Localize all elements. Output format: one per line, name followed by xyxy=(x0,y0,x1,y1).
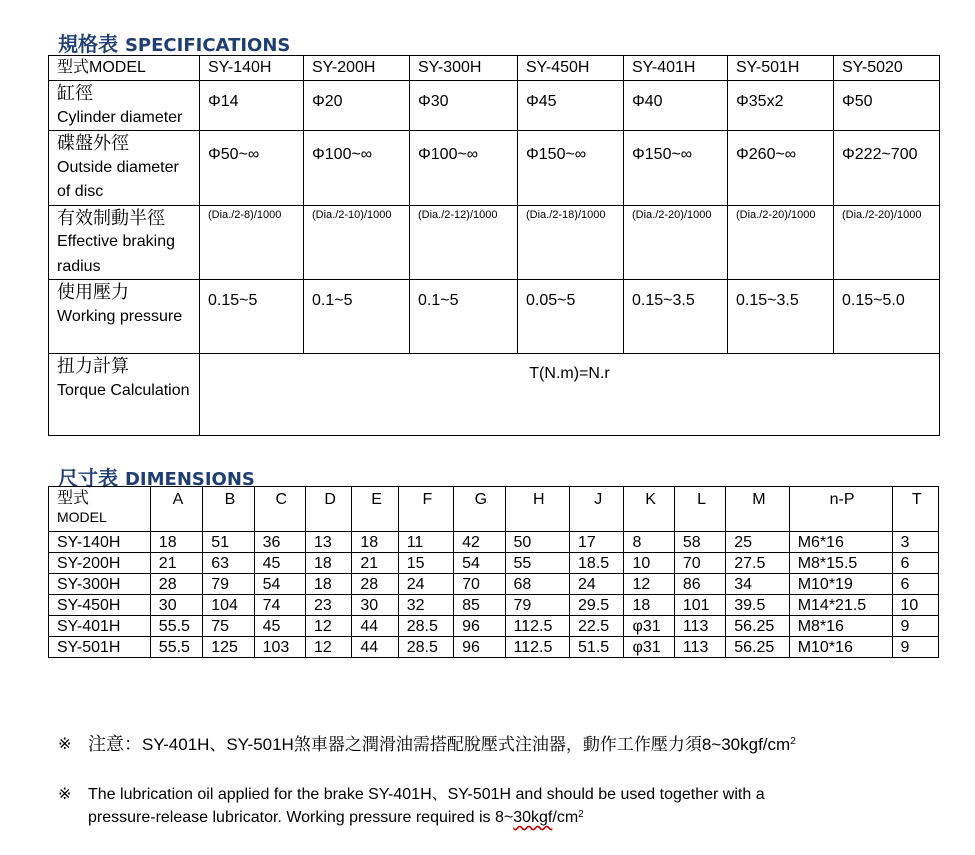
table-cell: 11 xyxy=(398,532,453,553)
spec-value-cell: (Dia./2-10)/1000 xyxy=(304,205,410,280)
spec-model-cell: SY-140H xyxy=(200,56,304,81)
spec-value-cell: Φ100~∞ xyxy=(410,131,518,206)
spec-pressure-label xyxy=(49,280,200,354)
spec-model-label-en: MODEL xyxy=(89,59,146,76)
dimensions-table xyxy=(48,486,939,658)
spec-value-cell: (Dia./2-20)/1000 xyxy=(834,205,940,280)
table-cell: φ31 xyxy=(624,637,674,658)
spec-value-cell: Φ150~∞ xyxy=(624,131,728,206)
table-cell: 9 xyxy=(892,616,939,637)
table-cell: 74 xyxy=(254,595,305,616)
table-cell: 9 xyxy=(892,637,939,658)
note-chinese-text: SY-401H、SY-501H煞車器之潤滑油需搭配脫壓式注油器，動作工作壓力須8~30kgf/cm xyxy=(142,735,791,754)
spec-value-cell: Φ50 xyxy=(834,81,940,131)
spec-value-cell: Φ100~∞ xyxy=(304,131,410,206)
spec-value-cell: 0.05~5 xyxy=(518,280,624,354)
spec-value-cell: Φ222~700 xyxy=(834,131,940,206)
spec-row-cylinder xyxy=(49,81,940,131)
table-cell: 112.5 xyxy=(505,637,570,658)
dimensions-model-header-zh: 型式 xyxy=(57,490,90,507)
note-mark: ※ xyxy=(58,736,72,753)
spec-value-cell: Φ260~∞ xyxy=(728,131,834,206)
spec-model-label xyxy=(49,56,200,81)
column-header: D xyxy=(305,487,351,532)
column-header: M xyxy=(726,487,789,532)
spec-value-cell: 0.15~5 xyxy=(200,280,304,354)
table-cell: 18 xyxy=(150,532,202,553)
specifications-table xyxy=(48,55,940,436)
table-cell: 50 xyxy=(505,532,570,553)
table-cell: 15 xyxy=(398,553,453,574)
dimensions-header-row xyxy=(49,487,939,532)
table-cell: 51 xyxy=(203,532,254,553)
table-cell: 75 xyxy=(203,616,254,637)
table-cell: 68 xyxy=(505,574,570,595)
spec-value-cell: 0.1~5 xyxy=(304,280,410,354)
note-mark: ※ xyxy=(58,786,72,803)
table-cell: 25 xyxy=(726,532,789,553)
table-cell: 44 xyxy=(352,637,398,658)
note-english-line2 xyxy=(88,809,584,826)
spec-row-braking-radius xyxy=(49,205,940,280)
spec-value-cell: Φ30 xyxy=(410,81,518,131)
spec-model-cell: SY-300H xyxy=(410,56,518,81)
table-cell: 17 xyxy=(570,532,624,553)
spec-value-cell: (Dia./2-20)/1000 xyxy=(624,205,728,280)
table-cell: 8 xyxy=(624,532,674,553)
specifications-heading-en: SPECIFICATIONS xyxy=(124,35,291,56)
table-cell: 44 xyxy=(352,616,398,637)
dimensions-heading-zh: 尺寸表 xyxy=(58,466,118,490)
spec-disc-label-en: Outside diameter of disc xyxy=(57,158,179,200)
spec-row-disc xyxy=(49,131,940,206)
spec-cylinder-label-en: Cylinder diameter xyxy=(57,108,183,126)
table-cell: 28.5 xyxy=(398,637,453,658)
table-cell: 6 xyxy=(892,574,939,595)
spec-disc-label-zh: 碟盤外徑 xyxy=(57,133,129,153)
spec-braking-radius-label-en: Effective braking radius xyxy=(57,233,175,275)
table-cell: 21 xyxy=(150,553,202,574)
table-cell: 10 xyxy=(624,553,674,574)
table-cell: 22.5 xyxy=(570,616,624,637)
column-header: L xyxy=(674,487,725,532)
torque-formula: T(N.m)=N.r xyxy=(200,354,940,436)
table-cell: 58 xyxy=(674,532,725,553)
row-model: SY-200H xyxy=(49,553,151,574)
note-english-line2-tail: /cm xyxy=(552,809,579,826)
table-cell: 29.5 xyxy=(570,595,624,616)
dimensions-model-header xyxy=(49,487,151,532)
column-header: K xyxy=(624,487,674,532)
spec-braking-radius-label-zh: 有效制動半徑 xyxy=(57,207,165,228)
table-cell: 79 xyxy=(505,595,570,616)
column-header: H xyxy=(505,487,570,532)
spec-value-cell: Φ14 xyxy=(200,81,304,131)
table-cell: M14*21.5 xyxy=(789,595,892,616)
table-cell: 23 xyxy=(305,595,351,616)
table-cell: 18 xyxy=(305,553,351,574)
spec-model-cell: SY-450H xyxy=(518,56,624,81)
table-cell: 103 xyxy=(254,637,305,658)
spec-value-cell: 0.15~3.5 xyxy=(728,280,834,354)
spec-braking-radius-label xyxy=(49,205,200,280)
table-cell: 104 xyxy=(203,595,254,616)
table-cell: 30 xyxy=(352,595,398,616)
spec-torque-label-en: Torque Calculation xyxy=(57,381,190,399)
table-cell: 10 xyxy=(892,595,939,616)
table-cell: 45 xyxy=(254,553,305,574)
table-cell: 101 xyxy=(674,595,725,616)
spec-cylinder-label-zh: 缸徑 xyxy=(57,83,93,103)
spec-value-cell: Φ45 xyxy=(518,81,624,131)
spec-torque-label xyxy=(49,354,200,436)
table-cell: 56.25 xyxy=(726,616,789,637)
table-cell: 113 xyxy=(674,637,725,658)
table-cell: 13 xyxy=(305,532,351,553)
row-model: SY-501H xyxy=(49,637,151,658)
table-row xyxy=(49,532,939,553)
spec-model-label-zh: 型式 xyxy=(57,59,90,76)
spec-model-cell: SY-5020 xyxy=(834,56,940,81)
table-cell: 54 xyxy=(254,574,305,595)
table-cell: 85 xyxy=(454,595,505,616)
spec-value-cell: Φ50~∞ xyxy=(200,131,304,206)
spec-row-model xyxy=(49,56,940,81)
table-cell: 30 xyxy=(150,595,202,616)
table-cell: 55.5 xyxy=(150,637,202,658)
note-superscript: 2 xyxy=(790,736,796,747)
table-row xyxy=(49,616,939,637)
note-superscript: 2 xyxy=(578,809,584,820)
specifications-heading-zh: 規格表 xyxy=(58,32,118,56)
table-cell: 96 xyxy=(454,616,505,637)
spec-row-pressure xyxy=(49,280,940,354)
note-english-line1: The lubrication oil applied for the brake SY-401H、SY-501H and should be used together with a xyxy=(88,786,765,803)
spec-value-cell: (Dia./2-8)/1000 xyxy=(200,205,304,280)
specifications-heading xyxy=(58,28,290,57)
table-cell: 12 xyxy=(624,574,674,595)
note-english-line2-text: pressure-release lubricator. Working pressure required is 8~ xyxy=(88,809,514,826)
row-model: SY-450H xyxy=(49,595,151,616)
table-cell: 112.5 xyxy=(505,616,570,637)
table-cell: 27.5 xyxy=(726,553,789,574)
table-cell: 24 xyxy=(398,574,453,595)
column-header: G xyxy=(454,487,505,532)
column-header: A xyxy=(150,487,202,532)
spec-model-cell: SY-200H xyxy=(304,56,410,81)
table-cell: 56.25 xyxy=(726,637,789,658)
spec-disc-label xyxy=(49,131,200,206)
table-cell: 55.5 xyxy=(150,616,202,637)
spec-value-cell: Φ40 xyxy=(624,81,728,131)
table-cell: M6*16 xyxy=(789,532,892,553)
table-row xyxy=(49,595,939,616)
spec-cylinder-label xyxy=(49,81,200,131)
column-header: B xyxy=(203,487,254,532)
table-cell: M8*16 xyxy=(789,616,892,637)
spec-pressure-label-zh: 使用壓力 xyxy=(57,282,129,302)
row-model: SY-300H xyxy=(49,574,151,595)
table-cell: M10*19 xyxy=(789,574,892,595)
table-cell: 12 xyxy=(305,637,351,658)
table-row xyxy=(49,574,939,595)
table-cell: 18 xyxy=(624,595,674,616)
table-cell: 79 xyxy=(203,574,254,595)
row-model: SY-401H xyxy=(49,616,151,637)
spec-torque-label-zh: 扭力計算 xyxy=(57,356,129,376)
spec-value-cell: Φ150~∞ xyxy=(518,131,624,206)
table-row xyxy=(49,637,939,658)
table-cell: 39.5 xyxy=(726,595,789,616)
table-cell: 21 xyxy=(352,553,398,574)
table-cell: 63 xyxy=(203,553,254,574)
table-row xyxy=(49,553,939,574)
note-chinese-body xyxy=(88,733,796,756)
column-header: F xyxy=(398,487,453,532)
note-english-unit: 30kgf xyxy=(513,809,553,826)
table-cell: 125 xyxy=(203,637,254,658)
note-label: 注意： xyxy=(88,734,142,754)
spec-value-cell: 0.15~3.5 xyxy=(624,280,728,354)
table-cell: 70 xyxy=(454,574,505,595)
table-cell: 86 xyxy=(674,574,725,595)
table-cell: 28.5 xyxy=(398,616,453,637)
column-header: E xyxy=(352,487,398,532)
column-header: J xyxy=(570,487,624,532)
table-cell: 18 xyxy=(305,574,351,595)
table-cell: M10*16 xyxy=(789,637,892,658)
table-cell: 3 xyxy=(892,532,939,553)
table-cell: 34 xyxy=(726,574,789,595)
spec-model-cell: SY-501H xyxy=(728,56,834,81)
note-english-body xyxy=(88,783,765,829)
spec-value-cell: (Dia./2-20)/1000 xyxy=(728,205,834,280)
table-cell: 28 xyxy=(352,574,398,595)
spec-model-cell: SY-401H xyxy=(624,56,728,81)
table-cell: φ31 xyxy=(624,616,674,637)
table-cell: 96 xyxy=(454,637,505,658)
dimensions-body xyxy=(49,532,939,658)
spec-value-cell: (Dia./2-12)/1000 xyxy=(410,205,518,280)
table-cell: 32 xyxy=(398,595,453,616)
table-cell: 24 xyxy=(570,574,624,595)
table-cell: 54 xyxy=(454,553,505,574)
spec-value-cell: (Dia./2-18)/1000 xyxy=(518,205,624,280)
table-cell: 12 xyxy=(305,616,351,637)
column-header: n-P xyxy=(789,487,892,532)
spec-value-cell: Φ20 xyxy=(304,81,410,131)
dimensions-heading-en: DIMENSIONS xyxy=(124,469,255,490)
table-cell: 55 xyxy=(505,553,570,574)
table-cell: 51.5 xyxy=(570,637,624,658)
column-header: C xyxy=(254,487,305,532)
table-cell: 45 xyxy=(254,616,305,637)
spec-value-cell: 0.15~5.0 xyxy=(834,280,940,354)
table-cell: 6 xyxy=(892,553,939,574)
dimensions-model-header-en: MODEL xyxy=(57,509,107,525)
table-cell: 36 xyxy=(254,532,305,553)
table-cell: 70 xyxy=(674,553,725,574)
column-header: T xyxy=(892,487,939,532)
row-model: SY-140H xyxy=(49,532,151,553)
spec-value-cell: Φ35x2 xyxy=(728,81,834,131)
table-cell: 28 xyxy=(150,574,202,595)
table-cell: 42 xyxy=(454,532,505,553)
table-cell: M8*15.5 xyxy=(789,553,892,574)
spec-pressure-label-en: Working pressure xyxy=(57,307,183,325)
table-cell: 113 xyxy=(674,616,725,637)
spec-row-torque xyxy=(49,354,940,436)
table-cell: 18 xyxy=(352,532,398,553)
table-cell: 18.5 xyxy=(570,553,624,574)
spec-value-cell: 0.1~5 xyxy=(410,280,518,354)
